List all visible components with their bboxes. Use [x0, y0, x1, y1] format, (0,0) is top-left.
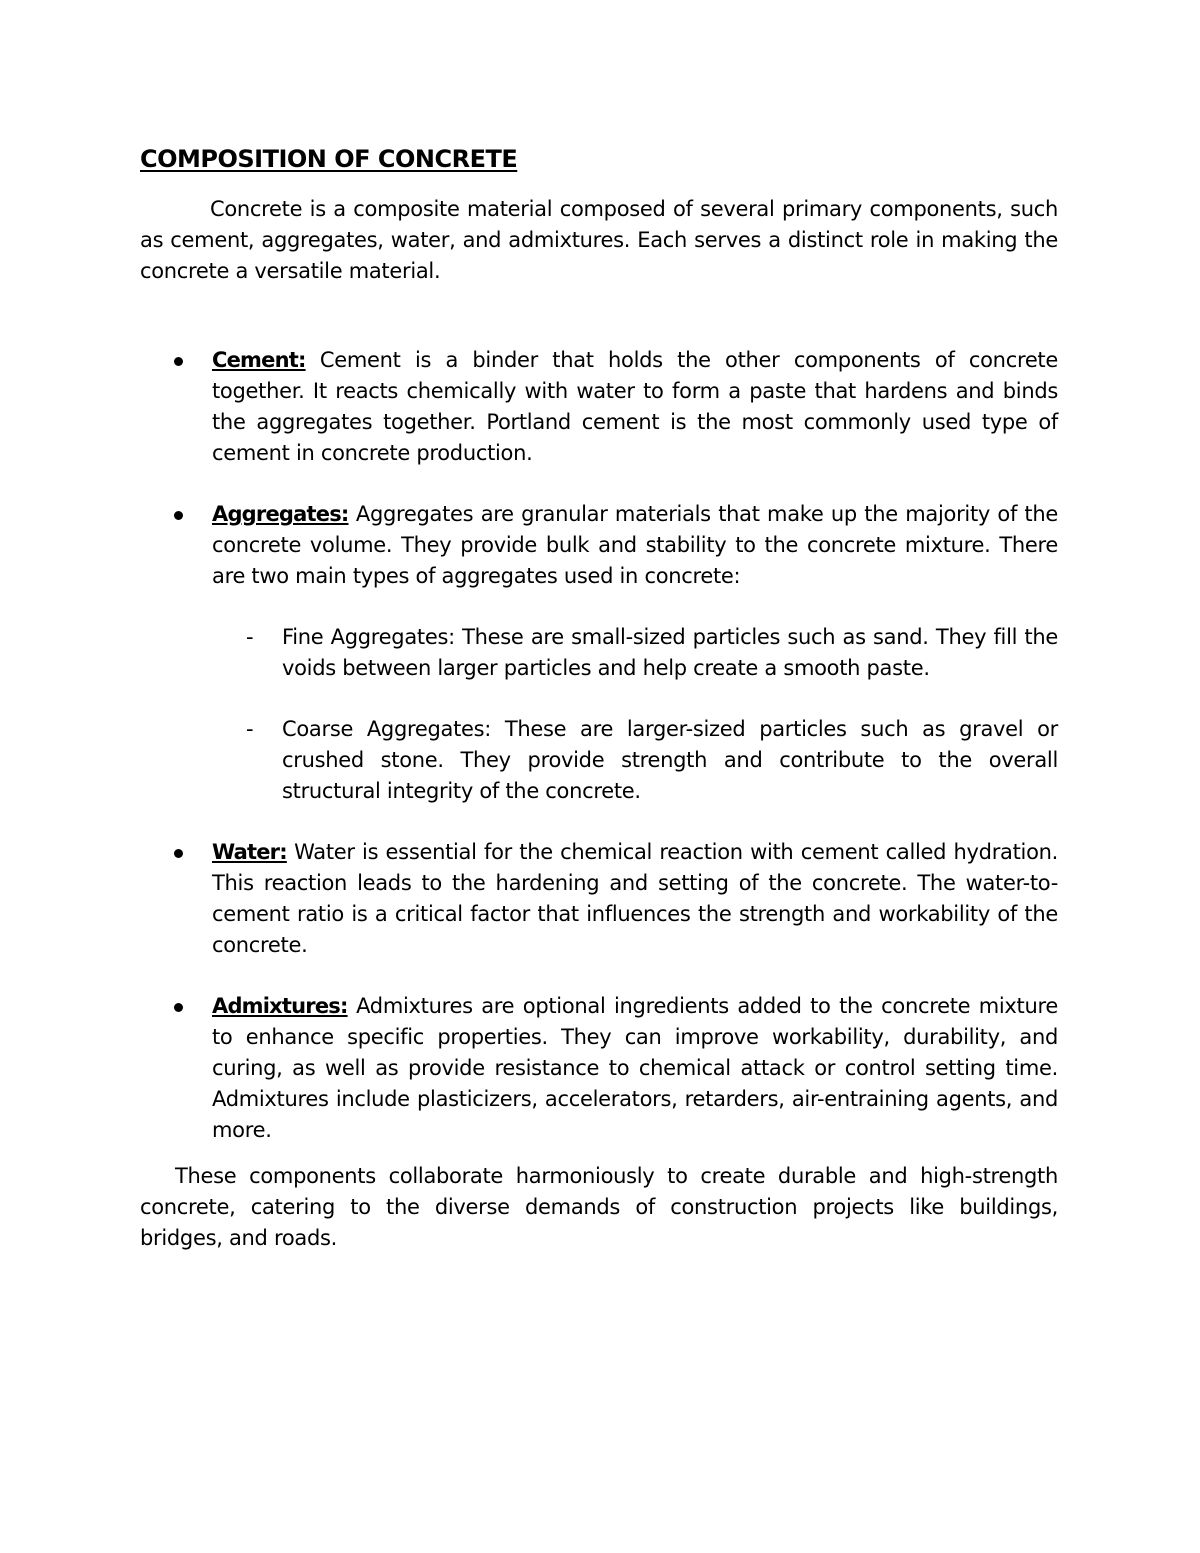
component-term: Cement:	[212, 348, 306, 372]
component-term: Admixtures:	[212, 994, 348, 1018]
component-item-aggregates	[212, 499, 1058, 807]
component-item-cement	[212, 345, 1058, 469]
bullet-icon	[174, 849, 183, 858]
bullet-icon	[174, 511, 183, 520]
aggregate-type-item-coarse	[246, 714, 1058, 807]
closing-paragraph: These components collaborate harmoniously to create durable and high-strength concrete, catering to the diverse demands of construction projects like buildings, bridges, and roads.	[140, 1164, 1058, 1250]
component-term: Aggregates:	[212, 502, 349, 526]
dash-marker: -	[246, 717, 254, 741]
aggregate-type-text: Fine Aggregates: These are small-sized particles such as sand. They fill the voids between larger particles and help create a smooth paste.	[282, 625, 1058, 680]
bullet-icon	[174, 357, 183, 366]
dash-marker: -	[246, 625, 254, 649]
aggregate-type-text: Coarse Aggregates: These are larger-sized particles such as gravel or crushed stone. They provide strength and contribute to the overall structural integrity of the concrete.	[282, 717, 1058, 803]
component-item-water	[212, 837, 1058, 961]
bullet-icon	[174, 1003, 183, 1012]
intro-paragraph: Concrete is a composite material composed of several primary components, such as cement, aggregates, water, and admixtures. Each serves a distinct role in making the concrete a versatile material.	[140, 197, 1058, 283]
component-description: Admixtures are optional ingredients added to the concrete mixture to enhance specific properties. They can improve workability, durability, and curing, as well as provide resistance to chemical attack or control setting time. Admixtures include plasticizers, accelerators, retarders, air-entraining agents, and more.	[212, 994, 1058, 1142]
components-list	[0, 345, 1200, 1176]
aggregate-types-list	[212, 622, 1058, 807]
component-term: Water:	[212, 840, 287, 864]
document-title: COMPOSITION OF CONCRETE	[140, 145, 518, 173]
component-item-admixtures	[212, 991, 1058, 1146]
component-description: Aggregates are granular materials that make up the majority of the concrete volume. They provide bulk and stability to the concrete mixture. There are two main types of aggregates used in concrete:	[212, 502, 1058, 588]
aggregate-type-item-fine	[246, 622, 1058, 684]
component-description: Cement is a binder that holds the other components of concrete together. It reacts chemically with water to form a paste that hardens and binds the aggregates together. Portland cement is the most commonly used type of cement in concrete production.	[212, 348, 1058, 465]
component-description: Water is essential for the chemical reaction with cement called hydration. This reaction leads to the hardening and setting of the concrete. The water-to-cement ratio is a critical factor that influences the strength and workability of the concrete.	[212, 840, 1058, 957]
